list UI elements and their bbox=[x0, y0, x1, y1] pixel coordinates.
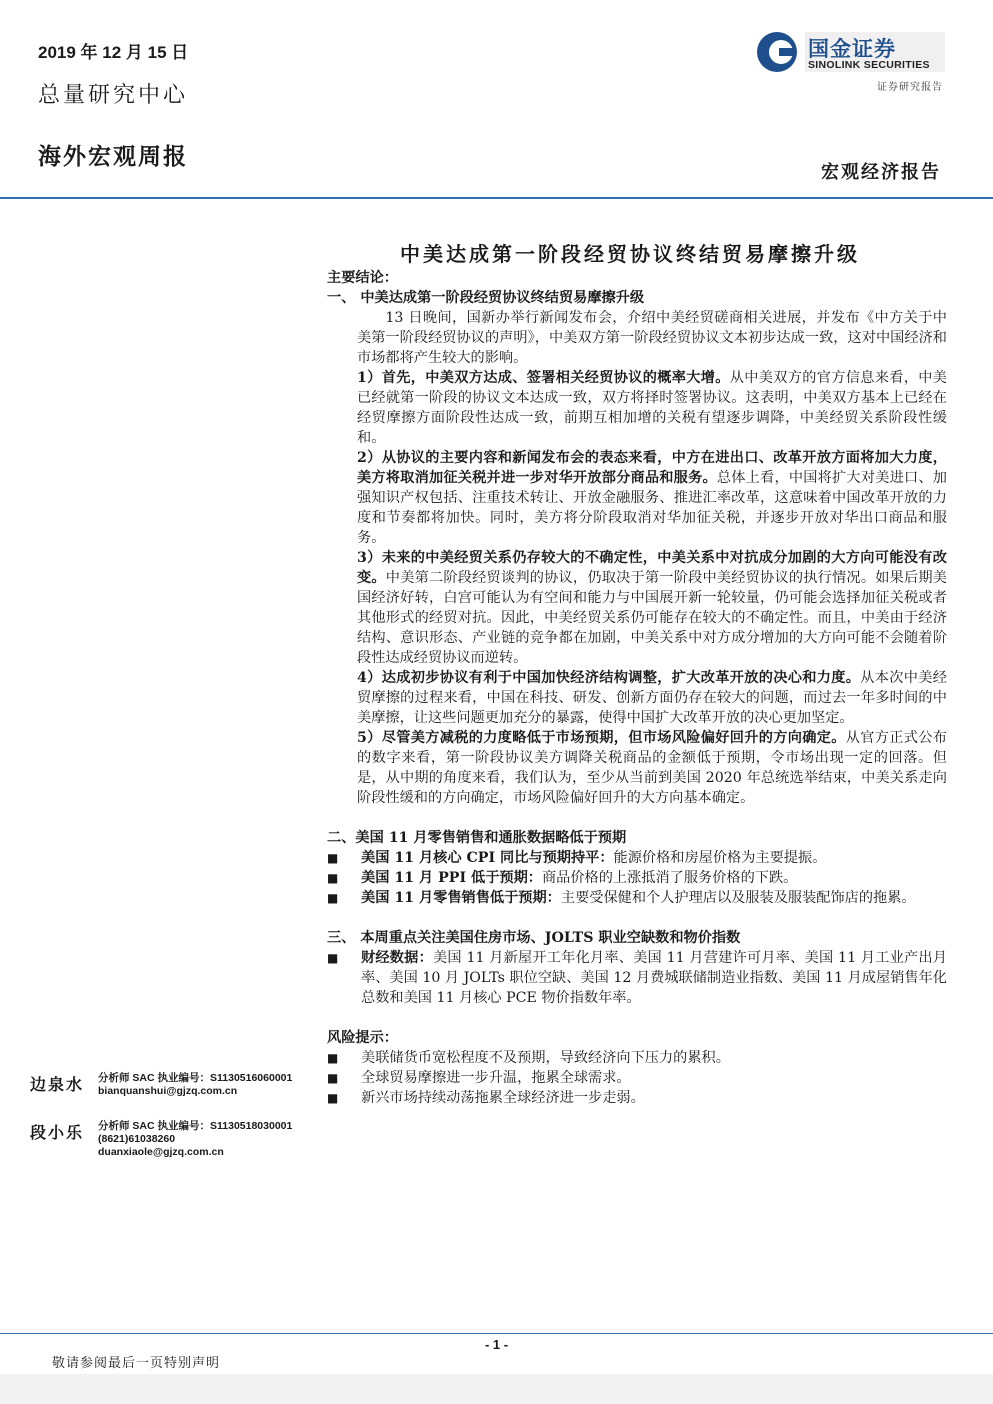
report-date: 2019 年 12 月 15 日 bbox=[38, 43, 189, 62]
point-3-lead: 3）未来的中美经贸关系仍存较大的不确定性，中美关系中对抗成分加剧的大方向可能没有改变。 bbox=[357, 550, 947, 586]
analyst-2-name: 段小乐 bbox=[30, 1123, 85, 1142]
document-title: 中美达成第一阶段经贸协议终结贸易摩擦升级 bbox=[400, 242, 860, 266]
section1-point-2 bbox=[327, 448, 947, 548]
summary-label: 主要结论： bbox=[327, 270, 398, 286]
point-5-text: 从官方正式公布的数字来看，第一阶段协议美方调降关税商品的金额低于预期，令市场出现一定的回落。但是，从中期的角度来看，我们认为，至少从当前到美国 2020 年总统选举结束，中美关系走向阶段性缓和的方向确定，市场风险偏好回升的大方向基本确定。 bbox=[357, 730, 947, 806]
risk-bullet-1 bbox=[327, 1048, 947, 1068]
square-bullet-icon: ■ bbox=[327, 871, 339, 885]
point-5-lead: 5）尽管美方减税的力度略低于市场预期，但市场风险偏好回升的方向确定。 bbox=[357, 730, 846, 746]
bullet-1-text: 能源价格和房屋价格为主要提振。 bbox=[613, 850, 827, 866]
section3-bullet-1 bbox=[327, 948, 947, 1008]
s3-bullet-1-lead: 财经数据： bbox=[361, 950, 433, 966]
s3-bullet-1-text: 美国 11 月新屋开工年化月率、美国 11 月营建许可月率、美国 11 月工业产出月率、美国 10 月 JOLTs 职位空缺、美国 12 月费城联储制造业指数、美国 11 月成屋销售年化总数和美国 11 月核心 PCE 物价指数年率。 bbox=[361, 950, 947, 1006]
risk-2-text: 全球贸易摩擦进一步升温，拖累全球需求。 bbox=[361, 1070, 631, 1086]
section2-bullet-1 bbox=[327, 848, 947, 868]
section1-heading: 一、 中美达成第一阶段经贸协议终结贸易摩擦升级 bbox=[327, 290, 645, 306]
research-center: 总量研究中心 bbox=[38, 83, 189, 108]
section2-heading: 二、美国 11 月零售销售和通胀数据略低于预期 bbox=[327, 830, 627, 846]
square-bullet-icon: ■ bbox=[327, 891, 339, 905]
risk-bullet-3 bbox=[327, 1088, 947, 1108]
risk-bullet-2 bbox=[327, 1068, 947, 1088]
section1-point-3 bbox=[327, 548, 947, 668]
risk-heading: 风险提示： bbox=[327, 1030, 398, 1046]
analyst-1-email[interactable]: bianquanshui@gjzq.com.cn bbox=[98, 1085, 238, 1097]
section1-intro: 13 日晚间，国新办举行新闻发布会，介绍中美经贸磋商相关进展，并发布《中方关于中美第一阶段经贸协议的声明》，中美双方第一阶段经贸协议文本初步达成一致，这对中国经济和市场都将产生较大的影响。 bbox=[357, 310, 947, 366]
bullet-2-text: 商品价格的上涨抵消了服务价格的下跌。 bbox=[541, 870, 798, 886]
analyst-2-info bbox=[98, 1120, 292, 1159]
bullet-3-lead: 美国 11 月零售销售低于预期： bbox=[361, 890, 561, 906]
point-3-text: 中美第二阶段经贸谈判的协议，仍取决于第一阶段中美经贸协议的执行情况。如果后期美国经济好转，白宫可能认为有空间和能力与中国展开新一轮较量，仍可能会选择加征关税或者其他形式的经贸对抗。因此，中美经贸关系仍可能存在较大的不确定性。而且，中美由于经济结构、意识形态、产业链的竞争都在加剧，中美关系中对方成分增加的大方向可能不会随着阶段性达成经贸协议而逆转。 bbox=[357, 570, 947, 666]
footer-disclaimer: 敬请参阅最后一页特别声明 bbox=[52, 1356, 221, 1371]
risk-3-text: 新兴市场持续动荡拖累全球经济进一步走弱。 bbox=[361, 1090, 645, 1106]
analyst-1-info bbox=[98, 1072, 292, 1098]
square-bullet-icon: ■ bbox=[327, 851, 339, 865]
bullet-3-text: 主要受保健和个人护理店以及服装及服装配饰店的拖累。 bbox=[560, 890, 916, 906]
logo-subtitle: 证券研究报告 bbox=[877, 82, 943, 93]
section1-point-5 bbox=[327, 728, 947, 808]
square-bullet-icon: ■ bbox=[327, 1071, 339, 1085]
point-1-lead: 1）首先，中美双方达成、签署相关经贸协议的概率大增。 bbox=[357, 370, 730, 386]
footer-band bbox=[0, 1374, 993, 1404]
logo-name-cn: 国金证券 bbox=[808, 36, 896, 61]
point-4-lead: 4）达成初步协议有利于中国加快经济结构调整，扩大改革开放的决心和力度。 bbox=[357, 670, 861, 686]
logo-name-en: SINOLINK SECURITIES bbox=[808, 59, 930, 71]
section2-bullet-3 bbox=[327, 888, 947, 908]
analyst-2-cert: 分析师 SAC 执业编号：S1130518030001 bbox=[98, 1120, 293, 1132]
section3-heading: 三、 本周重点关注美国住房市场、JOLTS 职业空缺数和物价指数 bbox=[327, 930, 741, 946]
bullet-2-lead: 美国 11 月 PPI 低于预期： bbox=[361, 870, 542, 886]
square-bullet-icon: ■ bbox=[327, 1091, 339, 1105]
report-series: 海外宏观周报 bbox=[38, 143, 188, 170]
page-number: - 1 - bbox=[484, 1337, 509, 1352]
report-type: 宏观经济报告 bbox=[821, 162, 941, 183]
analyst-1-cert: 分析师 SAC 执业编号：S1130516060001 bbox=[98, 1072, 293, 1084]
header-divider bbox=[0, 197, 993, 199]
square-bullet-icon: ■ bbox=[327, 1051, 339, 1065]
point-4-text: 从本次中美经贸摩擦的过程来看，中国在科技、研发、创新方面仍存在较大的问题，而过去一年多时间的中美摩擦，让这些问题更加充分的暴露，使得中国扩大改革开放的决心更加坚定。 bbox=[357, 670, 947, 726]
main-content bbox=[327, 268, 947, 1108]
analyst-2-email[interactable]: duanxiaole@gjzq.com.cn bbox=[98, 1146, 224, 1158]
section1-point-4 bbox=[327, 668, 947, 728]
point-2-text: 总体上看，中国将扩大对美进口、加强知识产权包括、注重技术转让、开放金融服务、推进汇率改革，这意味着中国改革开放的力度和节奏都将加快。同时，美方将分阶段取消对华加征关税，并逐步开放对华出口商品和服务。 bbox=[357, 470, 947, 546]
bullet-1-lead: 美国 11 月核心 CPI 同比与预期持平： bbox=[361, 850, 614, 866]
risk-1-text: 美联储货币宽松程度不及预期，导致经济向下压力的累积。 bbox=[361, 1050, 730, 1066]
point-1-text: 从中美双方的官方信息来看，中美已经就第一阶段的协议文本达成一致，双方将择时签署协议。这表明，中美双方基本上已经在经贸摩擦方面阶段性达成一致，前期互相加增的关税有望逐步调降，中美经贸关系阶段性缓和。 bbox=[357, 370, 947, 446]
analyst-2-phone: (8621)61038260 bbox=[98, 1133, 176, 1145]
point-2-lead: 2）从协议的主要内容和新闻发布会的表态来看，中方在进出口、改革开放方面将加大力度，美方将取消加征关税并进一步对华开放部分商品和服务。 bbox=[357, 450, 947, 486]
footer-divider bbox=[0, 1333, 993, 1334]
section1-point-1 bbox=[327, 368, 947, 448]
analyst-1-name: 边泉水 bbox=[30, 1075, 85, 1094]
square-bullet-icon: ■ bbox=[327, 951, 339, 965]
section2-bullet-2 bbox=[327, 868, 947, 888]
